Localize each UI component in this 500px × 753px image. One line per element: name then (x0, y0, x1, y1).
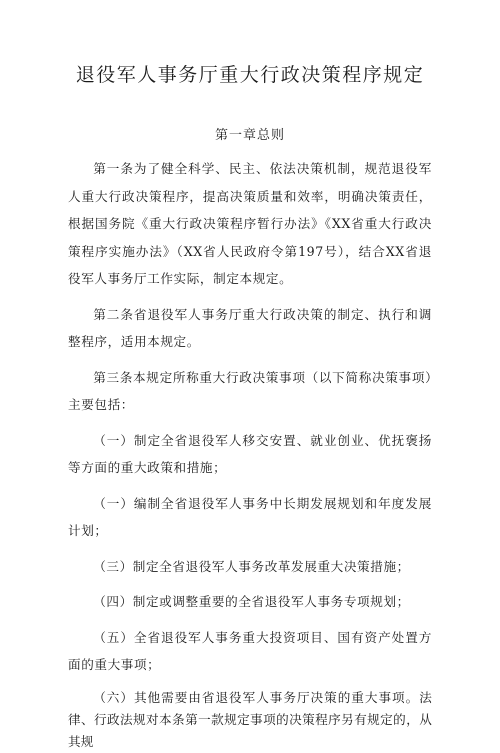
paragraph-article-3: 第三条本规定所称重大行政决策事项（以下简称决策事项）主要包括： (68, 369, 432, 412)
list-item-2: （一）编制全省退役军人事务中长期发展规划和年度发展计划； (68, 495, 432, 538)
chapter-heading: 第一章总则 (214, 128, 285, 143)
list-item-5: （五）全省退役军人事务重大投资项目、国有资产处置方面的重大事项； (68, 629, 432, 672)
paragraph-article-2: 第二条省退役军人事务厅重大行政决策的制定、执行和调整程序，适用本规定。 (68, 306, 432, 349)
list-item-3: （三）制定全省退役军人事务改革发展重大决策措施； (93, 558, 410, 574)
document-title: 退役军人事务厅重大行政决策程序规定 (75, 64, 425, 86)
list-item-1: （一）制定全省退役军人移交安置、就业创业、优抚褒扬等方面的重大政策和措施； (68, 432, 432, 475)
list-item-4: （四）制定或调整重要的全省退役军人事务专项规划； (93, 594, 410, 609)
paragraph-article-1: 第一条为了健全科学、民主、依法决策机制，规范退役军人重大行政决策程序，提高决策质量和效率，明确决策责任，根据国务院《重大行政决策程序暂行办法》《XX省重大行政决策程序实施办法》（XX省人民政府令第197号），结合XX省退役军人事务厅工作实际，制定本规定。 (68, 161, 432, 286)
list-item-6: （六）其他需要由省退役军人事务厅决策的重大事项。法律、行政法规对本条第一款规定事项的决策程序另有规定的，从其规 (68, 689, 432, 749)
